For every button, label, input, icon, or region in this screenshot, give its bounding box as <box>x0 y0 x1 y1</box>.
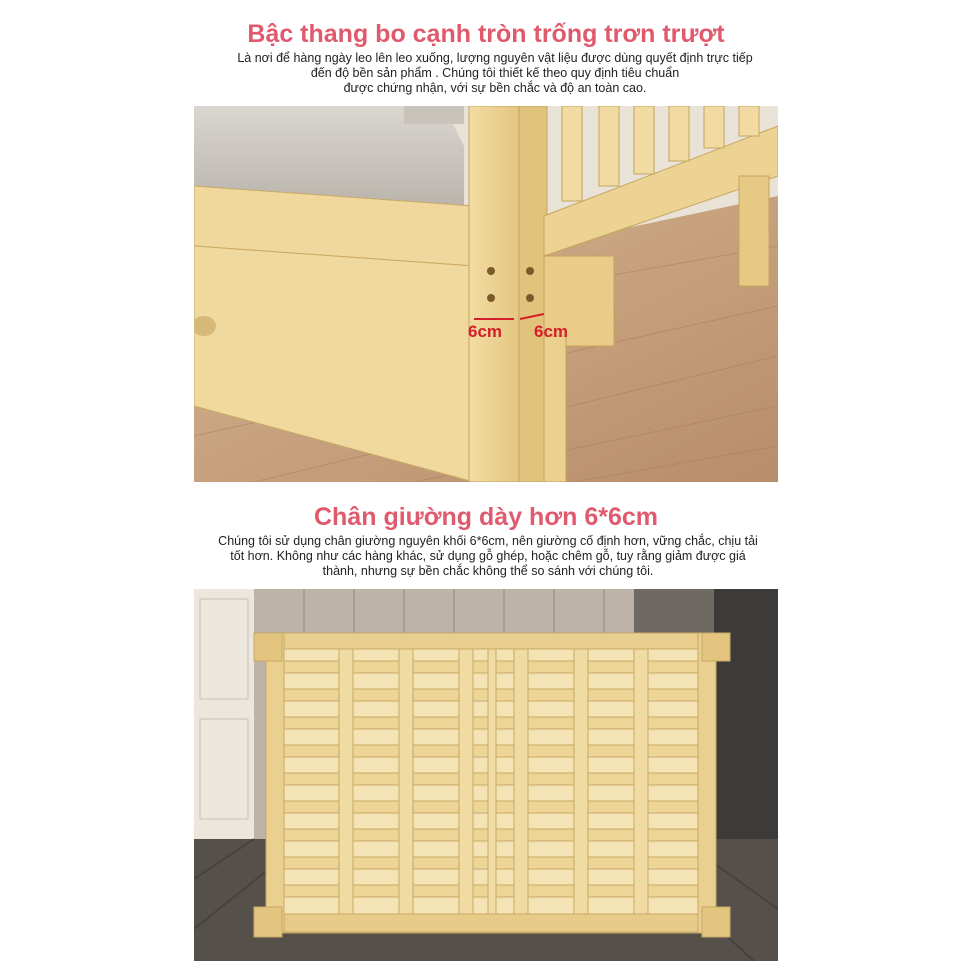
bed-frame-illustration <box>194 589 778 961</box>
section2-title: Chân giường dày hơn 6*6cm <box>314 503 658 531</box>
section2-description <box>196 534 780 579</box>
section2-desc-line-2: tốt hơn. Không như các hàng khác, sử dụng gỗ ghép, hoặc chêm gỗ, tuy rằng giảm được giá <box>230 549 746 563</box>
section2-desc-line-3: thành, nhưng sự bền chắc không thể so sánh với chúng tôi. <box>322 564 654 578</box>
bed-frame-photo <box>194 589 778 961</box>
section1-description <box>210 51 780 96</box>
measure-right-label: 6cm <box>534 322 569 341</box>
section1-desc-line-1: Là nơi để hàng ngày leo lên leo xuống, lượng nguyên vật liệu được dùng quyết định trực tiếp <box>237 51 753 65</box>
section1-title: Bậc thang bo cạnh tròn trống trơn trượt <box>247 20 725 48</box>
section1-desc-line-2: đến độ bền sản phẩm . Chúng tôi thiết kế theo quy định tiêu chuẩn <box>310 66 680 80</box>
bed-ladder-illustration <box>194 106 778 482</box>
section1-desc-line-3: được chứng nhận, với sự bền chắc và độ an toàn cao. <box>343 81 647 95</box>
bed-ladder-photo <box>194 106 778 482</box>
section2-desc-line-1: Chúng tôi sử dụng chân giường nguyên khối 6*6cm, nên giường cố định hơn, vững chắc, chịu tải <box>218 534 758 548</box>
measure-left-label: 6cm <box>468 322 503 341</box>
